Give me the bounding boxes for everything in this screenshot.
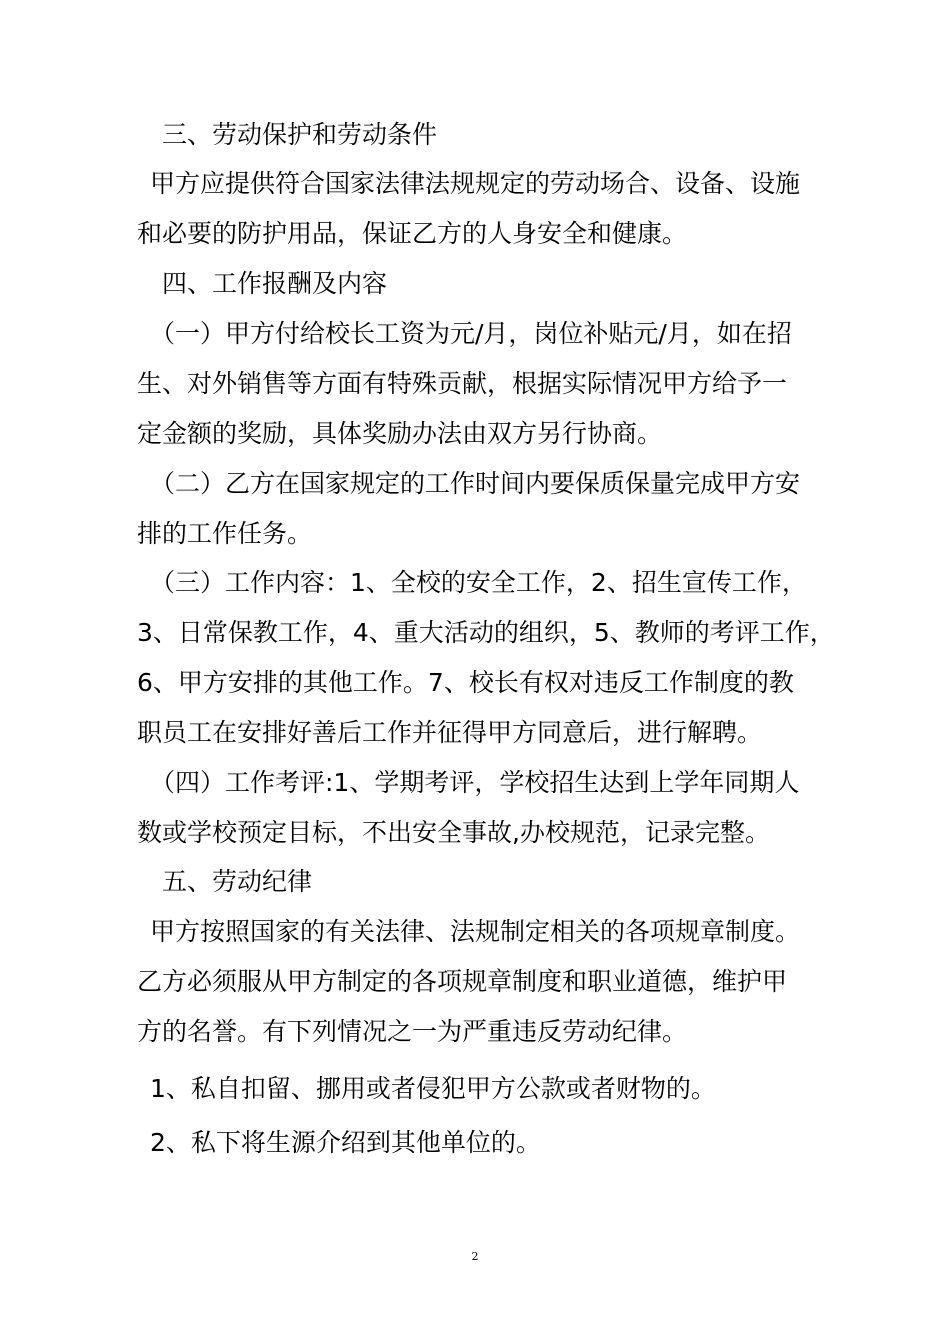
paragraph-line: 方的名誉。有下列情况之一为严重违反劳动纪律。: [137, 1017, 688, 1046]
paragraph-line: 3、日常保教工作，4、重大活动的组织，5、教师的考评工作，: [137, 618, 835, 647]
list-item: 2、私下将生源介绍到其他单位的。: [150, 1128, 541, 1157]
paragraph-line: 排的工作任务。: [137, 519, 313, 548]
section-heading-remuneration: 四、工作报酬及内容: [162, 269, 388, 298]
list-item: 1、私自扣留、挪用或者侵犯甲方公款或者财物的。: [150, 1074, 716, 1103]
paragraph-line: 定金额的奖励，具体奖励办法由双方另行协商。: [137, 419, 663, 448]
paragraph-line: 甲方应提供符合国家法律法规规定的劳动场合、设备、设施: [150, 169, 801, 198]
paragraph-line: 6、甲方安排的其他工作。7、校长有权对违反工作制度的教: [137, 668, 794, 697]
paragraph-line: （三）工作内容：1、全校的安全工作，2、招生宣传工作，: [150, 568, 807, 597]
page-number: 2: [471, 1250, 479, 1263]
paragraph-line: 和必要的防护用品，保证乙方的人身安全和健康。: [137, 219, 688, 248]
paragraph-line: 职员工在安排好善后工作并征得甲方同意后，进行解聘。: [137, 718, 763, 747]
paragraph-line: （二）乙方在国家规定的工作时间内要保质保量完成甲方安: [150, 469, 801, 498]
paragraph-line: 数或学校预定目标，不出安全事故,办校规范，记录完整。: [137, 818, 770, 847]
paragraph-line: 甲方按照国家的有关法律、法规制定相关的各项规章制度。: [150, 917, 801, 946]
paragraph-line: 生、对外销售等方面有特殊贡献，根据实际情况甲方给予一: [137, 369, 788, 398]
paragraph-line: 乙方必须服从甲方制定的各项规章制度和职业道德，维护甲: [137, 967, 788, 996]
section-heading-labor-protection: 三、劳动保护和劳动条件: [162, 120, 438, 149]
paragraph-line: （一）甲方付给校长工资为元/月，岗位补贴元/月，如在招: [150, 319, 792, 348]
section-heading-labor-discipline: 五、劳动纪律: [162, 867, 313, 896]
paragraph-line: （四）工作考评:1、学期考评，学校招生达到上学年同期人: [150, 768, 800, 797]
